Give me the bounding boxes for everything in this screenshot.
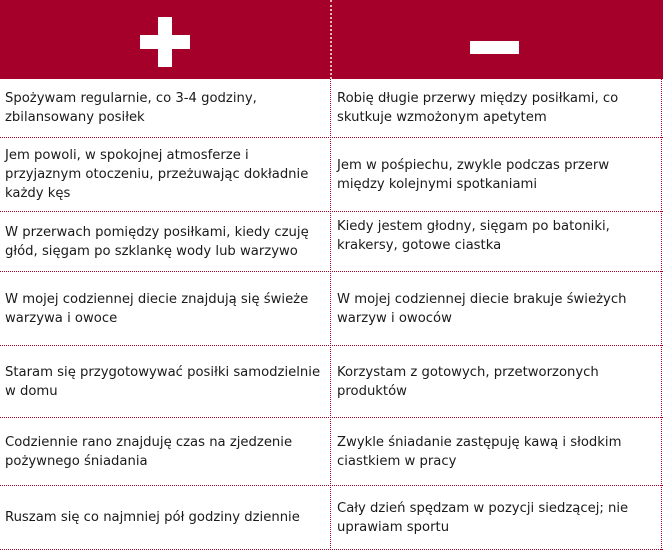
minus-icon — [470, 41, 519, 54]
table-row — [0, 79, 663, 138]
plus-icon — [140, 17, 190, 67]
pro-cell: W przerwach pomiędzy posiłkami, kiedy czuję głód, sięgam po szklankę wody lub warzywo — [5, 224, 309, 259]
table-row — [0, 418, 663, 486]
con-cell: Robię długie przerwy między posiłkami, co skutkuje wzmożonym apetytem — [337, 91, 619, 125]
con-cell: Kiedy jestem głodny, sięgam po batoniki, krakersy, gotowe ciastka — [337, 219, 610, 253]
pro-cell: Jem powoli, w spokojnej atmosferze i przyjaznym otoczeniu, przeżuwając dokładnie każdy kęs — [5, 148, 309, 201]
table-header — [0, 0, 663, 79]
column-divider — [330, 79, 331, 550]
pro-cell: Spożywam regularnie, co 3-4 godziny, zbilansowany posiłek — [5, 91, 257, 125]
table-row — [0, 212, 663, 272]
table-right-border — [661, 79, 662, 550]
table-row — [0, 346, 663, 418]
table-row — [0, 272, 663, 346]
table-row — [0, 138, 663, 212]
con-cell: Jem w pośpiechu, zwykle podczas przerw między kolejnymi spotkaniami — [337, 157, 610, 192]
pro-cell: W mojej codziennej diecie znajdują się świeże warzywa i owoce — [5, 291, 309, 326]
con-cell: Korzystam z gotowych, przetworzonych produktów — [337, 364, 599, 399]
table-row — [0, 486, 663, 550]
header-divider — [330, 0, 332, 79]
pro-cell: Ruszam się co najmniej pół godziny dziennie — [5, 510, 300, 525]
pro-cell: Staram się przygotowywać posiłki samodzielnie w domu — [5, 364, 321, 399]
con-cell: Zwykle śniadanie zastępuję kawą i słodkim ciastkiem w pracy — [337, 434, 622, 469]
con-cell: Cały dzień spędzam w pozycji siedzącej; nie uprawiam sportu — [337, 500, 629, 535]
pro-cell: Codziennie rano znajduję czas na zjedzenie pożywnego śniadania — [5, 434, 293, 469]
con-cell: W mojej codziennej diecie brakuje świeżych warzyw i owoców — [337, 291, 627, 326]
